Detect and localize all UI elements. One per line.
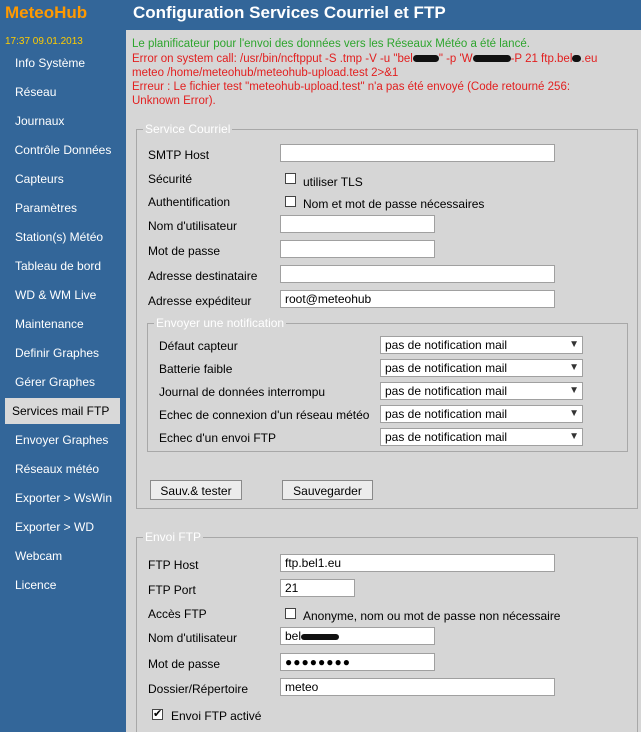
nav-tableau-de-bord[interactable]: Tableau de bord: [15, 259, 102, 273]
mail-password-label: Mot de passe: [148, 244, 221, 258]
ftp-username-label: Nom d'utilisateur: [148, 631, 237, 645]
error-text-1b: " -p 'W: [438, 53, 473, 65]
notify-select-sensor[interactable]: [380, 336, 583, 354]
notify-value-ftp: pas de notification mail: [385, 430, 508, 444]
ftp-access-label: Accès FTP: [148, 607, 207, 621]
notify-value-battery: pas de notification mail: [385, 361, 508, 375]
notify-value-sensor: pas de notification mail: [385, 338, 508, 352]
chevron-down-icon: ▼: [569, 362, 579, 373]
ftp-dir-input[interactable]: [280, 678, 555, 696]
main-content: [126, 30, 641, 732]
notify-label-network: Echec de connexion d'un réseau météo: [159, 408, 370, 422]
nav-licence[interactable]: Licence: [15, 578, 57, 592]
redaction-mark: [473, 55, 511, 62]
recipient-input[interactable]: [280, 265, 555, 283]
mail-password-input[interactable]: [280, 240, 435, 258]
error-text-1c: -P 21 ftp.bel: [510, 53, 573, 65]
ftp-host-input[interactable]: [280, 554, 555, 572]
tls-checkbox[interactable]: [285, 173, 296, 184]
ftp-password-input[interactable]: ●●●●●●●●: [280, 653, 435, 671]
nav-journaux[interactable]: Journaux: [15, 114, 65, 128]
header: [126, 0, 641, 30]
ftp-username-input[interactable]: [280, 627, 435, 645]
nav-parametres[interactable]: Paramètres: [15, 201, 78, 215]
nav-exporter-wswin[interactable]: Exporter > WsWin: [15, 491, 113, 505]
notification-legend: Envoyer une notification: [156, 316, 285, 330]
ftp-dir-label: Dossier/Répertoire: [148, 682, 249, 696]
nav-webcam[interactable]: Webcam: [15, 549, 63, 563]
anonymous-label: Anonyme, nom ou mot de passe non nécessaire: [303, 609, 561, 623]
nav-stations-meteo[interactable]: Station(s) Météo: [15, 230, 104, 244]
nav-exporter-wd[interactable]: Exporter > WD: [15, 520, 95, 534]
ftp-section-legend: Envoi FTP: [145, 530, 202, 544]
error-message-line2: meteo /home/meteohub/meteohub-upload.test 2>&1: [132, 67, 399, 79]
sidebar: [0, 0, 126, 732]
nav-gerer-graphes[interactable]: Gérer Graphes: [15, 375, 96, 389]
scheduler-message: Le planificateur pour l'envoi des données vers les Réseaux Météo a été lancé.: [132, 38, 530, 50]
save-test-button[interactable]: Sauv.& tester: [150, 480, 242, 500]
error-message-line4: Unknown Error).: [132, 95, 216, 107]
notify-label-log: Journal de données interrompu: [159, 385, 326, 399]
mail-username-input[interactable]: [280, 215, 435, 233]
auth-checkbox-label: Nom et mot de passe nécessaires: [303, 197, 485, 211]
error-text-1d: .eu: [581, 53, 598, 65]
nav-maintenance[interactable]: Maintenance: [15, 317, 84, 331]
chevron-down-icon: ▼: [569, 385, 579, 396]
redaction-mark: [413, 55, 439, 62]
nav-services-mail-ftp[interactable]: Services mail FTP: [5, 398, 120, 424]
nav-definir-graphes[interactable]: Definir Graphes: [15, 346, 100, 360]
nav-info-systeme[interactable]: Info Système: [15, 56, 86, 70]
sender-input[interactable]: [280, 290, 555, 308]
smtp-host-label: SMTP Host: [148, 148, 210, 162]
app-logo: MeteoHub: [5, 3, 88, 22]
notify-select-log[interactable]: [380, 382, 583, 400]
notify-label-sensor: Défaut capteur: [159, 339, 238, 353]
ftp-username-value: bel: [285, 629, 302, 643]
nav-reseau[interactable]: Réseau: [15, 85, 57, 99]
nav-wd-wm-live[interactable]: WD & WM Live: [15, 288, 97, 302]
nav-envoyer-graphes[interactable]: Envoyer Graphes: [15, 433, 109, 447]
auth-checkbox[interactable]: [285, 196, 296, 207]
error-message-line3: Erreur : Le fichier test "meteohub-upload.test" n'a pas été envoyé (Code retourné 256:: [132, 81, 571, 93]
chevron-down-icon: ▼: [569, 408, 579, 419]
ftp-port-input[interactable]: [280, 579, 355, 597]
ftp-active-checkbox[interactable]: [152, 709, 163, 720]
notify-select-ftp[interactable]: [380, 428, 583, 446]
redaction-mark: [301, 634, 339, 640]
anonymous-checkbox[interactable]: [285, 608, 296, 619]
mail-section-legend: Service Courriel: [145, 122, 231, 136]
notify-select-network[interactable]: [380, 405, 583, 423]
ftp-password-label: Mot de passe: [148, 657, 221, 671]
page-title: Configuration Services Courriel et FTP: [133, 3, 446, 22]
notify-value-network: pas de notification mail: [385, 407, 508, 421]
nav-controle-donnees[interactable]: Contrôle Données: [14, 143, 112, 157]
notify-label-ftp: Echec d'un envoi FTP: [159, 431, 277, 445]
chevron-down-icon: ▼: [569, 431, 579, 442]
nav-capteurs[interactable]: Capteurs: [15, 172, 64, 186]
chevron-down-icon: ▼: [569, 339, 579, 350]
notify-value-log: pas de notification mail: [385, 384, 508, 398]
smtp-host-input[interactable]: [280, 144, 555, 162]
auth-label: Authentification: [148, 195, 231, 209]
notify-label-battery: Batterie faible: [159, 362, 233, 376]
security-label: Sécurité: [148, 172, 193, 186]
error-message-line1: [132, 52, 597, 66]
sender-label: Adresse expéditeur: [148, 294, 252, 308]
ftp-host-label: FTP Host: [148, 558, 199, 572]
ftp-active-label: Envoi FTP activé: [171, 709, 262, 723]
notify-select-battery[interactable]: [380, 359, 583, 377]
save-button[interactable]: Sauvegarder: [282, 480, 373, 500]
mail-username-label: Nom d'utilisateur: [148, 219, 237, 233]
recipient-label: Adresse destinataire: [148, 269, 258, 283]
datetime: 17:37 09.01.2013: [5, 36, 83, 47]
nav-reseaux-meteo[interactable]: Réseaux météo: [15, 462, 100, 476]
tls-label: utiliser TLS: [303, 175, 363, 189]
error-text-1a: Error on system call: /usr/bin/ncftpput -S .tmp -V -u "bel: [132, 53, 413, 65]
ftp-port-label: FTP Port: [148, 583, 196, 597]
